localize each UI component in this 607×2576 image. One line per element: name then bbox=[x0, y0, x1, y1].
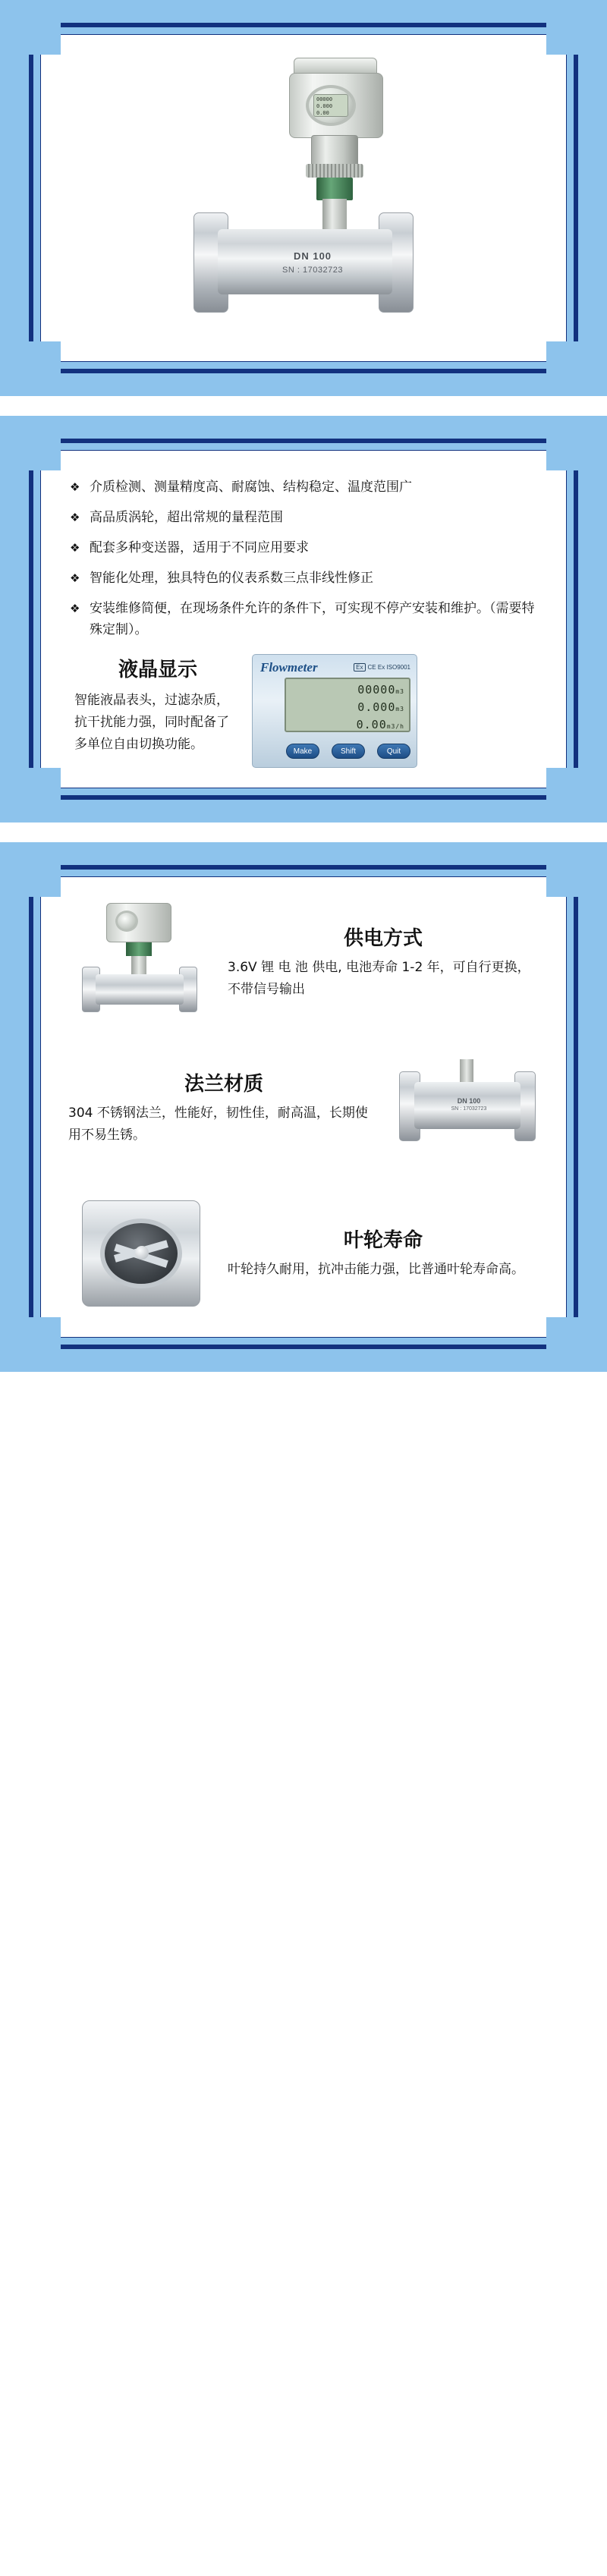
detail-row-flange-material bbox=[61, 1043, 546, 1172]
impeller-life-title: 叶轮寿命 bbox=[343, 1229, 423, 1252]
transmitter-lcd bbox=[313, 94, 348, 117]
frame-corner-top-left bbox=[26, 436, 61, 470]
tube-size-label: DN 100 bbox=[293, 250, 332, 262]
mini-transmitter-window bbox=[115, 911, 138, 932]
lcd-screen-line1 bbox=[291, 682, 404, 700]
frame-corner-bottom-right bbox=[546, 768, 581, 803]
list-item: ❖ 智能化处理，独具特色的仪表系数三点非线性修正 bbox=[67, 568, 540, 589]
frame-corner-bottom-left bbox=[26, 341, 61, 376]
device-button-row bbox=[286, 744, 410, 759]
device-button-shift[interactable]: Shift bbox=[332, 744, 365, 759]
frame-corner-top-right bbox=[546, 436, 581, 470]
list-item: ❖ 高品质涡轮，超出常规的量程范围 bbox=[67, 507, 540, 528]
impeller-life-text bbox=[220, 1225, 546, 1281]
lcd-text-column bbox=[67, 654, 241, 756]
head-display-line3: 0.00 bbox=[316, 110, 329, 116]
power-supply-body: 3.6V 锂 电 池 供电, 电池寿命 1-2 年，可自行更换，不带信号输出 bbox=[228, 959, 530, 997]
power-supply-text bbox=[220, 923, 546, 1001]
ex-badge: Ex bbox=[354, 663, 365, 672]
panel-gap-2 bbox=[0, 822, 607, 842]
lcd-section-title: 液晶显示 bbox=[118, 659, 197, 681]
list-item: ❖ 配套多种变送器，适用于不同应用要求 bbox=[67, 537, 540, 558]
lcd-line2-unit: m3 bbox=[395, 706, 404, 712]
device-certification-label bbox=[354, 663, 410, 672]
head-display-line2: 0.000 bbox=[316, 103, 333, 109]
panel-features bbox=[0, 416, 607, 822]
frame-corner-bottom-left bbox=[26, 1317, 61, 1352]
frame-corner-top-left bbox=[26, 862, 61, 897]
lcd-line1-unit: m3 bbox=[395, 688, 404, 695]
device-brand-label: Flowmeter bbox=[260, 660, 318, 675]
frame-corner-top-right bbox=[546, 862, 581, 897]
mini-green-band bbox=[126, 942, 152, 956]
lcd-section-body: 智能液晶表头，过滤杂质，抗干扰能力强，同时配备了多单位自由切换功能。 bbox=[74, 693, 229, 752]
detail-rows-sheet bbox=[41, 877, 566, 1337]
flange-material-title: 法兰材质 bbox=[184, 1072, 263, 1096]
lcd-line3-value: 0.00 bbox=[356, 718, 387, 731]
panel-frame bbox=[29, 439, 578, 800]
meter-body-tube bbox=[218, 229, 392, 294]
lcd-screen-line3 bbox=[291, 717, 404, 734]
lcd-line2-value: 0.000 bbox=[357, 700, 396, 714]
lcd-display-section bbox=[67, 654, 540, 768]
panel-detail-rows bbox=[0, 842, 607, 1372]
lcd-line1-value: 00000 bbox=[357, 683, 396, 697]
certification-text: CE Ex ISO9001 bbox=[367, 664, 410, 671]
hero-sheet bbox=[41, 35, 566, 361]
detail-row-power-supply bbox=[61, 897, 546, 1026]
device-lcd-screen bbox=[285, 678, 410, 732]
power-supply-title: 供电方式 bbox=[343, 926, 423, 950]
flange-photo bbox=[387, 1043, 546, 1172]
feature-bullet-list bbox=[67, 477, 540, 640]
green-sensor-band bbox=[316, 178, 353, 200]
device-button-quit[interactable]: Quit bbox=[377, 744, 410, 759]
impeller-life-body: 叶轮持久耐用，抗冲击能力强，比普通叶轮寿命高。 bbox=[228, 1262, 524, 1277]
panel-frame bbox=[29, 865, 578, 1349]
flange-material-text bbox=[61, 1068, 387, 1146]
features-sheet bbox=[41, 451, 566, 788]
sensor-stem bbox=[322, 199, 347, 229]
impeller-photo bbox=[61, 1188, 220, 1317]
mini-meter-body bbox=[96, 974, 184, 1005]
mini-sensor-stem bbox=[131, 956, 146, 974]
panel-hero-photo bbox=[0, 0, 607, 396]
detail-row-impeller-life bbox=[61, 1188, 546, 1317]
list-item: ❖ 安装维修简便，在现场条件允许的条件下，可实现不停产安装和维护。（需要特殊定制）。 bbox=[67, 598, 540, 640]
frame-corner-bottom-right bbox=[546, 341, 581, 376]
list-item: ❖ 介质检测、测量精度高、耐腐蚀、结构稳定、温度范围广 bbox=[67, 477, 540, 498]
flange-photo-stub bbox=[460, 1059, 473, 1084]
frame-corner-bottom-right bbox=[546, 1317, 581, 1352]
panel-gap-1 bbox=[0, 396, 607, 416]
frame-corner-bottom-left bbox=[26, 768, 61, 803]
turbine-flowmeter-photo bbox=[178, 50, 429, 346]
head-display-line1: 00000 bbox=[316, 96, 333, 102]
knurled-ring bbox=[306, 164, 363, 178]
power-supply-meter-photo bbox=[61, 897, 220, 1026]
frame-corner-top-left bbox=[26, 20, 61, 55]
tube-serial-label: SN : 17032723 bbox=[282, 266, 343, 275]
flange-material-body: 304 不锈钢法兰，性能好，韧性佳，耐高温，长期使用不易生锈。 bbox=[68, 1105, 368, 1143]
lcd-line3-unit: m3/h bbox=[386, 723, 404, 730]
flange-photo-size-label: DN 100 bbox=[457, 1097, 481, 1105]
lcd-screen-line2 bbox=[291, 700, 404, 717]
frame-corner-top-right bbox=[546, 20, 581, 55]
impeller-hub bbox=[135, 1246, 149, 1260]
device-button-make[interactable]: Make bbox=[286, 744, 319, 759]
flowmeter-display-photo bbox=[252, 654, 417, 768]
panel-frame bbox=[29, 23, 578, 373]
flange-photo-serial-label: SN : 17032723 bbox=[451, 1106, 487, 1112]
lcd-photo-column bbox=[252, 654, 419, 768]
flange-photo-body bbox=[414, 1082, 521, 1129]
